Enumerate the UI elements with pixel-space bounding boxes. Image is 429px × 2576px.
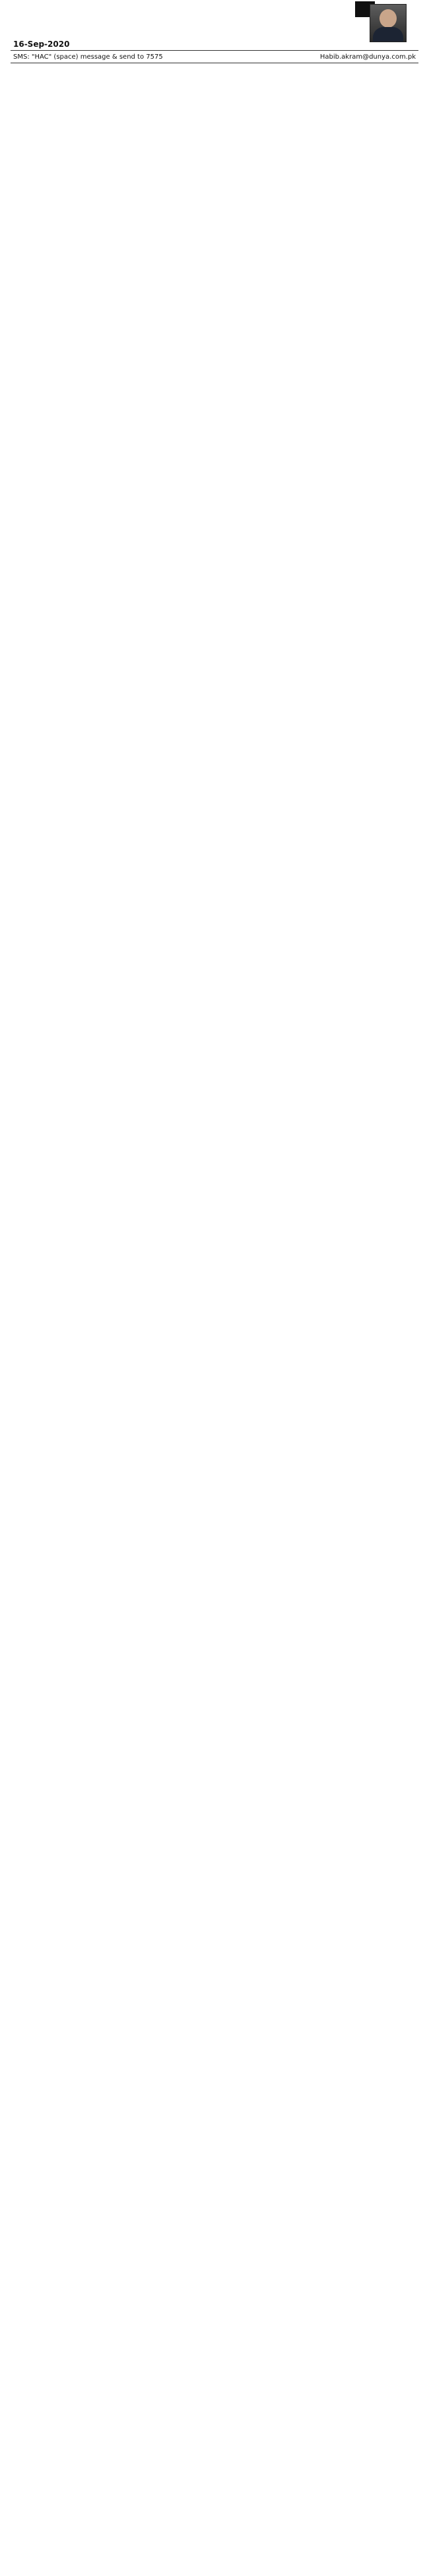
article-body [11,63,418,67]
sms-instructions: SMS: "HAC" (space) message & send to 7575 [13,53,163,61]
author-photo-body [373,27,403,42]
contact-bar [11,50,418,63]
column-header [11,0,418,49]
author-email[interactable]: Habib.akram@dunya.com.pk [319,53,416,61]
author-photo [370,4,407,42]
author-photo-head [380,9,397,28]
publish-date: 16-Sep-2020 [13,40,70,49]
